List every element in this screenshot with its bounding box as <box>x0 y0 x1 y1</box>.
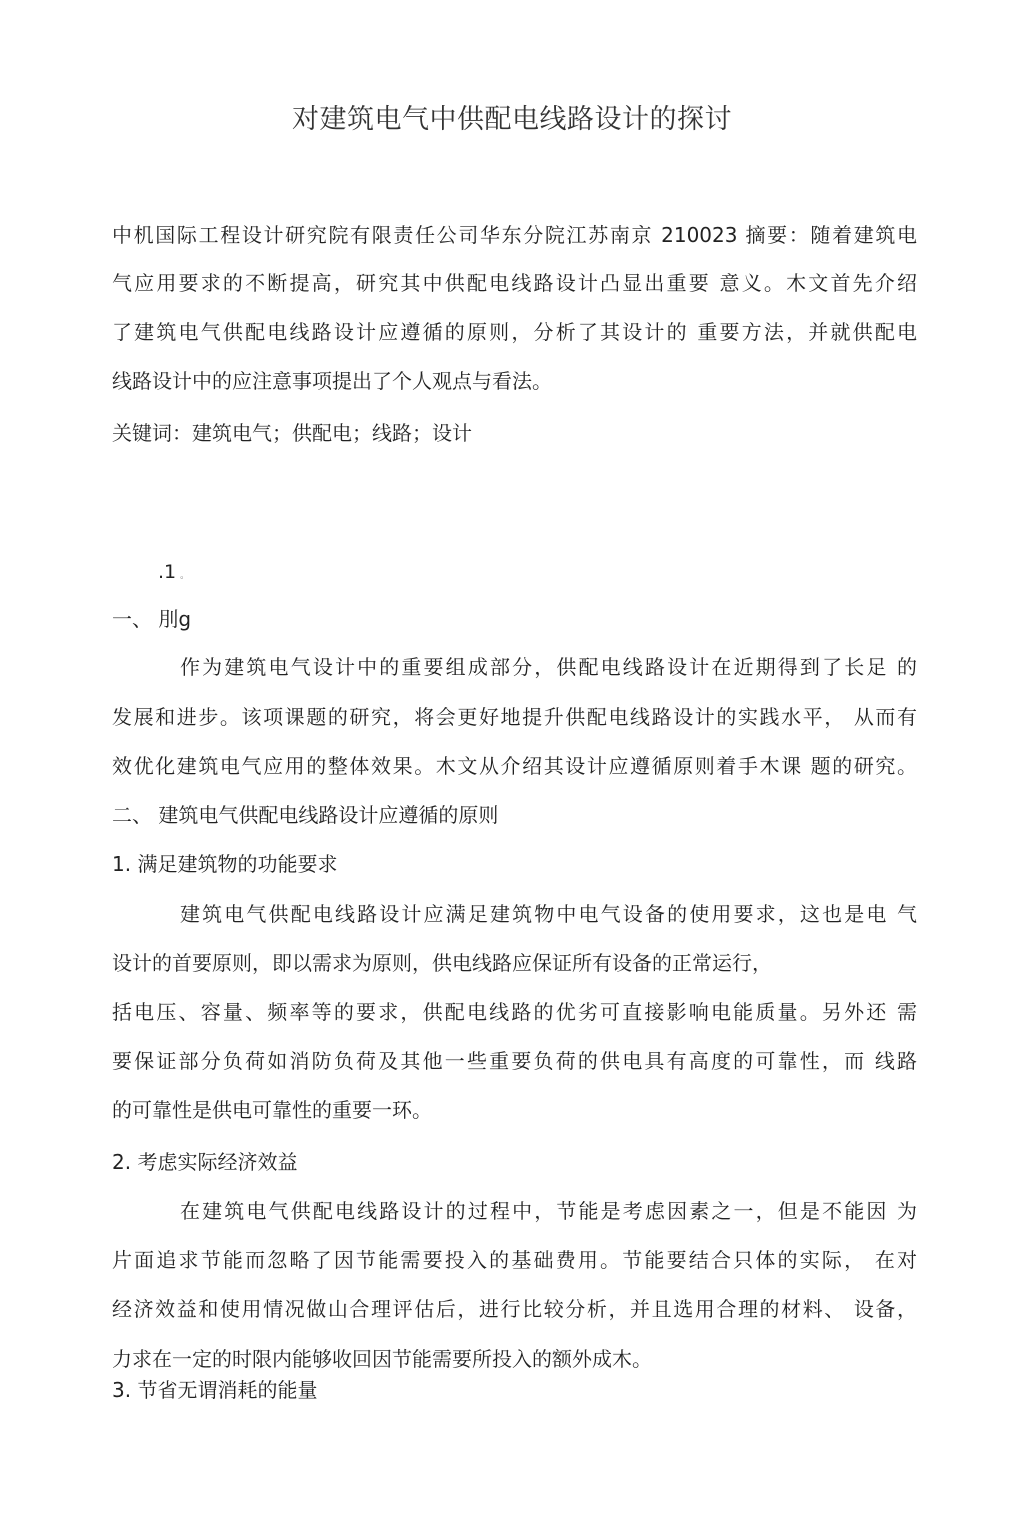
abstract-line-2: 气应用要求的不断提高，研究其中供配电线路设计凸显出重要 意义。木文首先介绍 <box>112 271 917 295</box>
section-1-para-line-3: 效优化建筑电气应用的整体效果。木文从介绍其设计应遵循原则着手木课 题的研究。 <box>112 754 917 778</box>
section-2-heading: 二、 建筑电气供配电线路设计应遵循的原则 <box>112 803 499 827</box>
subsection-2-para-line-4: 力求在一定的时限内能够收回因节能需要所投入的额外成木。 <box>112 1347 652 1371</box>
section-1-para-line-2: 发展和进步。该项课题的研究，将会更好地提升供配电线路设计的实践水平， 从而有 <box>112 705 917 729</box>
subsection-1-heading: 1. 满足建筑物的功能要求 <box>112 852 338 876</box>
subsection-1-para-line-4: 要保证部分负荷如消防负荷及其他一些重要负荷的供电具有高度的可靠性，而 线路 <box>112 1049 917 1073</box>
abstract-line-1: 中机国际工程设计研究院有限责任公司华东分院江苏南京 210023 摘要：随着建筑电 <box>112 223 917 247</box>
subsection-2-para-line-2: 片面追求节能而忽略了因节能需要投入的基础费用。节能要结合只体的实际， 在对 <box>112 1248 917 1272</box>
subsection-2-heading: 2. 考虑实际经济效益 <box>112 1150 298 1174</box>
abstract-line-4: 线路设计中的应注意事项提出了个人观点与看法。 <box>112 369 552 393</box>
section-marker-small: 。 <box>180 571 190 581</box>
subsection-2-para-line-3: 经济效益和使用情况做山合理评估后，进行比较分析，并且选用合理的材料、 设备， <box>112 1297 917 1321</box>
subsection-1-para-line-2: 设计的首要原则，即以需求为原则，供电线路应保证所有设备的正常运行， <box>112 951 772 975</box>
subsection-2-para-line-1: 在建筑电气供配电线路设计的过程中，节能是考虑因素之一，但是不能因 为 <box>180 1199 917 1223</box>
section-1-para-line-1: 作为建筑电气设计中的重要组成部分，供配电线路设计在近期得到了长足 的 <box>180 655 917 679</box>
subsection-1-para-line-5: 的可靠性是供电可靠性的重要一环。 <box>112 1098 432 1122</box>
section-marker <box>158 558 189 590</box>
subsection-1-para-line-1: 建筑电气供配电线路设计应满足建筑物中电气设备的使用要求，这也是电 气 <box>180 902 917 926</box>
section-marker-number: .1 <box>158 561 177 583</box>
subsection-3-heading: 3. 节省无谓消耗的能量 <box>112 1378 318 1402</box>
keywords-line: 关键词：建筑电气；供配电；线路；设计 <box>112 421 472 445</box>
subsection-1-para-line-3: 括电压、容量、频率等的要求，供配电线路的优劣可直接影响电能质量。另外还 需 <box>112 1000 917 1024</box>
section-1-heading: 一、 刖g <box>112 607 192 631</box>
abstract-line-3: 了建筑电气供配电线路设计应遵循的原则，分析了其设计的 重要方法，并就供配电 <box>112 320 917 344</box>
document-title: 对建筑电气中供配电线路设计的探讨 <box>292 104 732 135</box>
